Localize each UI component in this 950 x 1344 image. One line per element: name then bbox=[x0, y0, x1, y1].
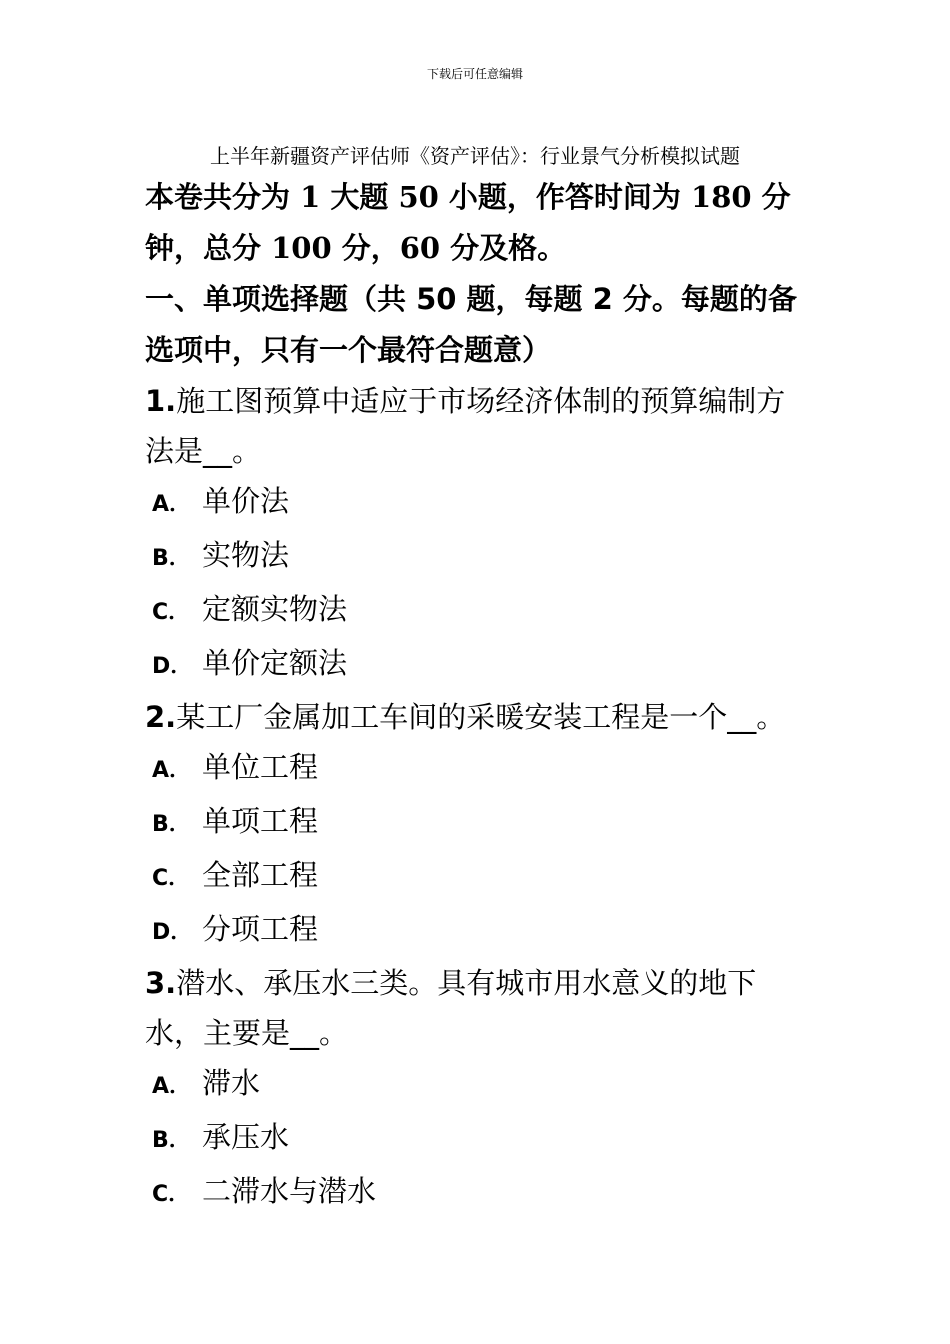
option-a bbox=[145, 742, 810, 796]
option-text: 承压水 bbox=[202, 1120, 290, 1154]
option-text: 二滞水与潜水 bbox=[202, 1174, 377, 1208]
question-number: 2. bbox=[145, 700, 177, 734]
option-d bbox=[145, 904, 810, 958]
question-number: 1. bbox=[145, 384, 177, 418]
option-text: 实物法 bbox=[202, 538, 290, 572]
option-a bbox=[145, 1058, 810, 1112]
question-stem: 潜水、承压水三类。具有城市用水意义的地下水，主要是__。 bbox=[145, 966, 757, 1050]
page-header-note: 下载后可任意编辑 bbox=[426, 67, 523, 81]
question-stem: 某工厂金属加工车间的采暖安装工程是一个__。 bbox=[176, 700, 786, 734]
option-letter: A． bbox=[152, 492, 192, 517]
option-letter: C． bbox=[152, 600, 191, 625]
option-letter: A． bbox=[152, 1074, 192, 1099]
exam-intro: 本卷共分为 1 大题 50 小题，作答时间为 180 分钟，总分 100 分，60 分及格。 bbox=[145, 180, 791, 265]
question-text bbox=[145, 958, 810, 1058]
question-text bbox=[145, 376, 810, 476]
option-text: 全部工程 bbox=[202, 858, 319, 892]
option-letter: D． bbox=[152, 654, 193, 679]
option-b bbox=[145, 796, 810, 850]
question-number: 3. bbox=[145, 966, 177, 1000]
option-b bbox=[145, 1112, 810, 1166]
option-c bbox=[145, 850, 810, 904]
section-heading: 一、单项选择题（共 50 题，每题 2 分。每题的备选项中，只有一个最符合题意） bbox=[145, 282, 797, 367]
document-title: 上半年新疆资产评估师《资产评估》：行业景气分析模拟试题 bbox=[210, 144, 740, 168]
option-letter: C． bbox=[152, 866, 191, 891]
option-letter: A． bbox=[152, 758, 192, 783]
option-c bbox=[145, 584, 810, 638]
option-letter: B． bbox=[152, 1128, 191, 1153]
option-text: 单价定额法 bbox=[202, 646, 348, 680]
option-b bbox=[145, 530, 810, 584]
option-text: 单项工程 bbox=[202, 804, 319, 838]
option-letter: B． bbox=[152, 546, 191, 571]
option-text: 单价法 bbox=[202, 484, 290, 518]
option-text: 分项工程 bbox=[202, 912, 319, 946]
question-1 bbox=[145, 376, 810, 692]
option-text: 滞水 bbox=[202, 1066, 261, 1100]
option-d bbox=[145, 638, 810, 692]
option-text: 定额实物法 bbox=[202, 592, 348, 626]
option-letter: D． bbox=[152, 920, 193, 945]
question-2 bbox=[145, 692, 810, 958]
option-c bbox=[145, 1166, 810, 1220]
option-a bbox=[145, 476, 810, 530]
option-text: 单位工程 bbox=[202, 750, 319, 784]
option-letter: B． bbox=[152, 812, 191, 837]
question-stem: 施工图预算中适应于市场经济体制的预算编制方法是__。 bbox=[145, 384, 786, 468]
option-letter: C． bbox=[152, 1182, 191, 1207]
document-body bbox=[145, 172, 810, 1220]
question-3 bbox=[145, 958, 810, 1220]
question-text bbox=[145, 692, 810, 742]
